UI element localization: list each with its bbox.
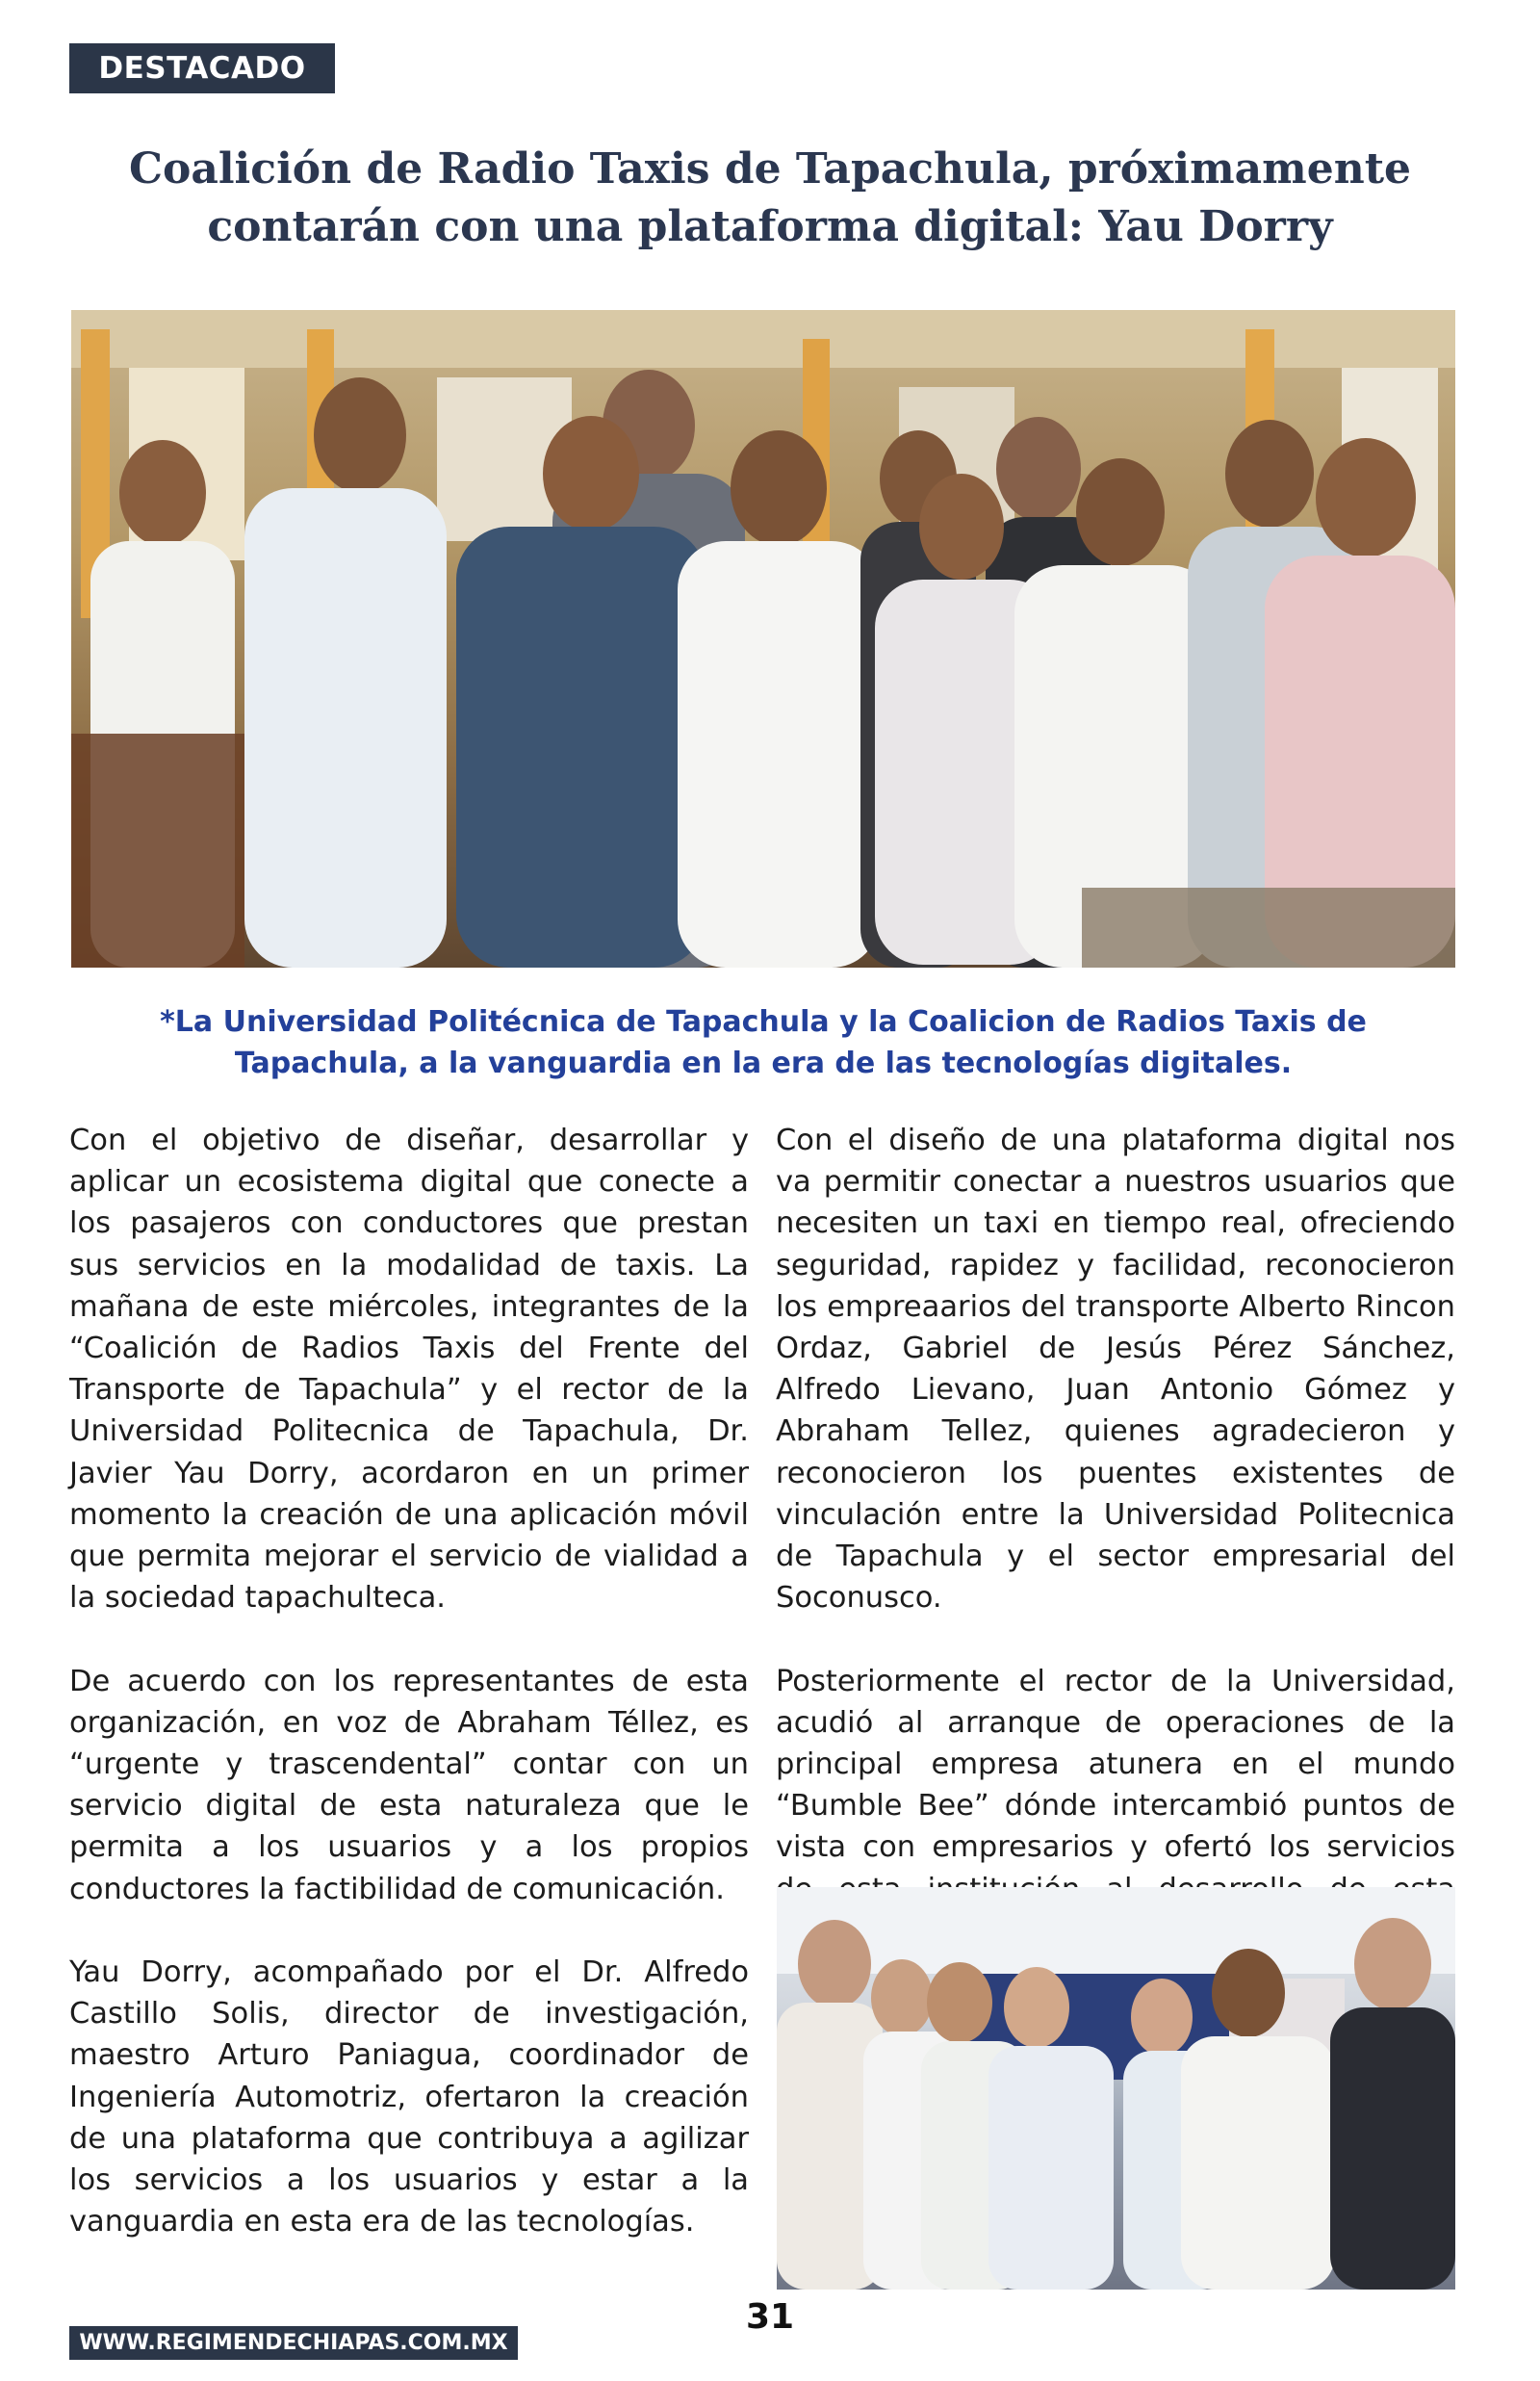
group-photo-illustration — [71, 310, 1455, 968]
paragraph: Con el objetivo de diseñar, desarrollar y aplicar un ecosistema digital que conecte a los pasajeros con conductores que prestan sus servicios en la modalidad de taxis. La mañana de este miércoles, integrantes de la “Coalición de Radios Taxis del Frente del Transporte de Tapachula” y el rector de la Universidad Politecnica de Tapachula, Dr. Javier Yau Dorry, acordaron en un primer momento la creación de una aplicación móvil que permita mejorar el servicio de vialidad a la sociedad tapachulteca. — [69, 1124, 749, 1616]
article-column-right — [776, 1120, 1455, 1993]
paragraph: Con el diseño de una plataforma digital nos va permitir conectar a nuestros usuarios que necesiten un taxi en tiempo real, ofreciendo seguridad, rapidez y facilidad, reconocieron los empreaarios del transporte Alberto Rincon Ordaz, Gabriel de Jesús Pérez Sánchez, Alfredo Lievano, Juan Antonio Gómez y Abraham Tellez, quienes agradecieron y reconocieron los puentes existentes de vinculación entre la Universidad Politecnica de Tapachula y el sector empresarial del Soconusco. — [776, 1124, 1455, 1616]
article-column-left — [69, 1120, 749, 2285]
event-photo — [777, 1887, 1455, 2290]
paragraph: De acuerdo con los representantes de esta organización, en voz de Abraham Téllez, es “urgente y trascendental” contar con un servicio digital de esta naturaleza que le permita a los usuarios y a los propios conductores la factibilidad de comunicación. — [69, 1664, 749, 1906]
group-photo — [71, 310, 1455, 968]
page-number: 31 — [745, 2297, 795, 2337]
event-photo-illustration — [777, 1887, 1455, 2290]
paragraph: Posteriormente el rector de la Universidad, acudió al arranque de operaciones de la principal empresa atunera en el mundo “Bumble Bee” dónde intercambió puntos de vista con empresarios y ofertó los servicios — [776, 1664, 1455, 1865]
photo-caption: *La Universidad Politécnica de Tapachula y la Coalicion de Radios Taxis de Tapachula, a la vanguardia en la era de las tecnologías digitales. — [160, 1005, 1367, 1080]
headline: Coalición de Radio Taxis de Tapachula, próximamente contarán con una plataforma digital: Yau Dorry — [128, 144, 1412, 251]
website-url[interactable]: WWW.REGIMENDECHIAPAS.COM.MX — [69, 2326, 518, 2360]
paragraph: Yau Dorry, acompañado por el Dr. Alfredo Castillo Solis, director de investigación, maestro Arturo Paniagua, coordinador de Ingeniería Automotriz, ofertaron la creación de una plataforma que contribuya a agilizar los servicios a los usuarios y estar a la vanguardia en esta era de las tecnologías. — [69, 1955, 749, 2239]
section-tag: DESTACADO — [69, 43, 335, 93]
